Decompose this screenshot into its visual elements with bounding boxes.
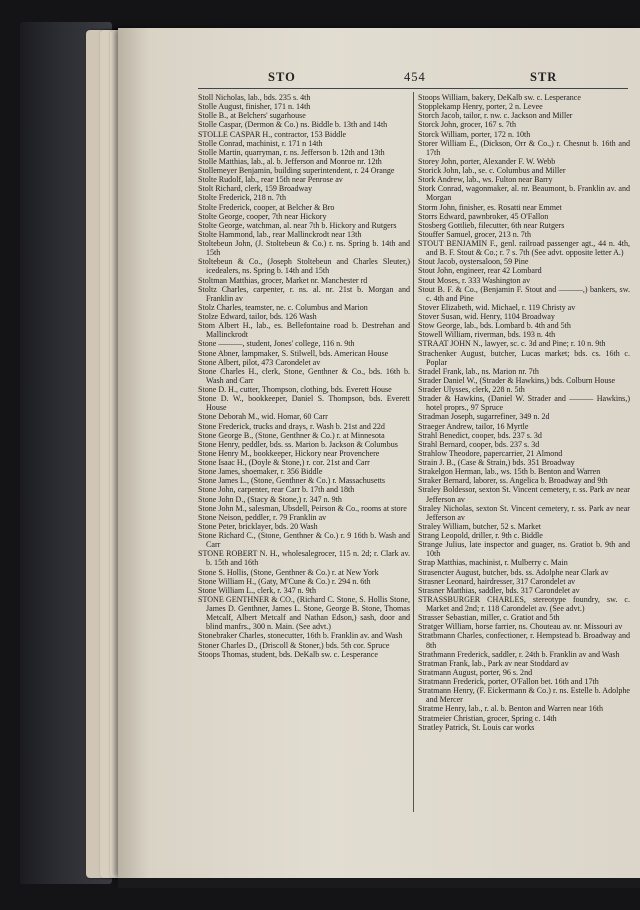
- directory-entry: Stoner Charles D., (Driscoll & Stoner,) bds. 5th cor. Spruce: [198, 640, 390, 650]
- directory-entry: STONE GENTHNER & CO., (Richard C. Stone, S. Hollis Stone, James D. Genthner, James L. Stone, George B. Stone, Thomas Metcalf, Albert Metcalf and Nathan Edson,) sash, door and blind manfrs., 300 n. Main. (See advt.): [198, 594, 410, 632]
- directory-entry: Stout Moses, r. 333 Washington av: [418, 275, 531, 285]
- directory-entry: Strap Matthias, machinist, r. Mulberry c. Main: [418, 558, 568, 568]
- directory-entry: Stone Richard C., (Stone, Genthner & Co.) r. 9 16th b. Wash and Carr: [198, 531, 410, 550]
- directory-entry: Stratmann Frederick, porter, O'Fallon bet. 16th and 17th: [418, 677, 599, 686]
- directory-entry: Storch Jacob, tailor, r. nw. c. Jackson and Miller: [418, 111, 573, 121]
- directory-entry: Stosberg Gottlieb, filecutter, 6th near Rutgers: [418, 220, 565, 230]
- left-keyword: STO: [268, 70, 296, 84]
- directory-entry: Stone James L., (Stone, Genthner & Co.) r. Massachusetts: [198, 476, 386, 486]
- directory-entry: Straker Bernard, laborer, ss. Angelica b. Broadway and 9th: [418, 476, 608, 486]
- right-column: [418, 93, 630, 732]
- directory-entry: Straley Boldessor, sexton St. Vincent cemetery, r. ss. Park av near Jefferson av: [418, 485, 630, 504]
- directory-entry: Storey John, porter, Alexander F. W. Webb: [418, 156, 556, 166]
- directory-entry: Strachenker August, butcher, Lucas market; bds. cs. 16th c. Poplar: [418, 348, 630, 367]
- directory-entry: Stratley Patrick, St. Louis car works: [418, 722, 535, 732]
- directory-entry: Stratmann August, porter, 96 s. 2nd: [418, 667, 533, 677]
- directory-entry: STRAAT JOHN N., lawyer, sc. c. 3d and Pine; r. 10 n. 9th: [418, 339, 606, 349]
- directory-entry: Stone S. Hollis, (Stone, Genthner & Co.) r. at New York: [198, 567, 379, 577]
- directory-entry: Strader Daniel W., (Strader & Hawkins,) bds. Colburn House: [418, 375, 616, 385]
- directory-entry: Stone Henry M., bookkeeper, Hickory near Provenchere: [198, 448, 380, 458]
- directory-entry: Storck William, porter, 172 n. 10th: [418, 129, 531, 139]
- directory-entry: Stout Jacob, oystersaloon, 59 Pine: [418, 257, 529, 267]
- directory-entry: Storck John, grocer, 167 s. 7th: [418, 120, 517, 130]
- directory-entry: Stone Charles H., clerk, Stone, Genthner & Co., bds. 16th b. Wash and Carr: [198, 366, 410, 385]
- directory-entry: Stout John, engineer, rear 42 Lombard: [418, 266, 542, 276]
- directory-entry: Stratbmann Charles, confectioner, r. Hempstead b. Broadway and 8th: [418, 631, 630, 650]
- directory-entry: Strasencter August, butcher, bds. ss. Adolphe near Clark av: [418, 567, 609, 577]
- directory-entry: Stow George, lab., bds. Lombard b. 4th and 5th: [418, 321, 571, 331]
- directory-entry: Stork Andrew, lab., ws. Fulton near Barry: [418, 175, 553, 185]
- directory-entry: Stone William H., (Gaty, M'Cune & Co.) r. 294 n. 6th: [198, 576, 371, 586]
- directory-entry: Straley Nicholas, sexton St. Vincent cemetery, r. ss. Park av near Jefferson av: [418, 503, 630, 522]
- directory-entry: Strasner Matthias, saddler, bds. 317 Carondelet av: [418, 585, 580, 595]
- directory-entry: Stollemeyer Benjamin, building superintendent, r. 24 Orange: [198, 166, 395, 175]
- directory-entry: Stone Peter, bricklayer, bds. 20 Wash: [198, 521, 318, 531]
- left-column: [198, 93, 410, 659]
- directory-entry: Strader Ulysses, clerk, 228 n. 5th: [418, 385, 525, 394]
- directory-entry: Stone Deborah M., wid. Homar, 60 Carr: [198, 412, 328, 422]
- directory-entry: Stolte Rudolf, lab., rear 15th near Penrose av: [198, 175, 343, 185]
- directory-entry: Stoltebeun John, (J. Stoltebeun & Co.) r. ns. Spring b. 14th and 15th: [198, 239, 410, 258]
- directory-entry: Stradman Joseph, sugarrefiner, 349 n. 2d: [418, 412, 550, 422]
- directory-entry: Stolz Charles, teamster, ne. c. Columbus and Marion: [198, 302, 368, 312]
- directory-entry: Stolle Matthias, lab., al. b. Jefferson and Monroe nr. 12th: [198, 156, 382, 166]
- directory-entry: Stolte Frederick, 218 n. 7th: [198, 193, 287, 203]
- directory-entry: Strakelgon Herman, lab., ws. 15th b. Benton and Warren: [418, 467, 601, 477]
- directory-entry: Stone ———, student, Jones' college, 116 n. 9th: [198, 339, 355, 349]
- directory-entry: Strahl Bernard, cooper, bds. 237 s. 3d: [418, 439, 540, 449]
- directory-entry: Strang Leopold, driller, r. 9th c. Biddle: [418, 531, 543, 540]
- directory-entry: Stone John, carpenter, rear Carr b. 17th and 18th: [198, 485, 355, 495]
- directory-entry: Stratme Henry, lab., r. al. b. Benton and Warren near 16th: [418, 704, 604, 714]
- directory-entry: Stone Abner, lampmaker, S. Stilwell, bds. American House: [198, 348, 389, 358]
- directory-entry: Stouffer Samuel, grocer, 213 n. 7th: [418, 229, 532, 239]
- directory-entry: Stom Albert H., lab., es. Bellefontaine road b. Destrehan and Mallinckrodt: [198, 321, 410, 340]
- directory-entry: Stoops William, bakery, DeKalb sw. c. Lesperance: [418, 93, 581, 102]
- directory-entry: Stolte George, watchman, al. near 7th b. Hickory and Rutgers: [198, 220, 397, 230]
- directory-entry: Stratger William, horse farrier, ns. Chouteau av. nr. Missouri av: [418, 622, 623, 632]
- directory-entry: Straley William, butcher, 52 s. Market: [418, 521, 542, 531]
- directory-entry: Storer William E., (Dickson, Orr & Co.,) r. Chesnut b. 16th and 17th: [418, 138, 630, 157]
- directory-entry: Stone Albert, pilot, 473 Carondelet av: [198, 357, 321, 367]
- directory-entry: Stolle Conrad, machinist, r. 171 n 14th: [198, 138, 323, 148]
- directory-entry: Stolt Richard, clerk, 159 Broadway: [198, 184, 312, 194]
- directory-entry: Stolte Frederick, cooper, at Belcher & Bro: [198, 202, 335, 212]
- directory-entry: Stoltman Matthias, grocer, Market nr. Manchester rd: [198, 275, 368, 285]
- directory-entry: Stone Isaac H., (Doyle & Stone,) r. cor. 21st and Carr: [198, 458, 370, 467]
- right-keyword: STR: [530, 70, 558, 84]
- directory-entry: Stone George B., (Stone, Genthner & Co.) r. at Minnesota: [198, 430, 385, 440]
- directory-entry: Stradel Frank, lab., ns. Marion nr. 7th: [418, 366, 539, 376]
- directory-entry: Stone D. W., bookkeeper, Daniel S. Thompson, bds. Everett House: [198, 394, 410, 413]
- directory-entry: Stolle Martin, quarryman, r. ns. Jefferson b. 12th and 13th: [198, 147, 385, 157]
- directory-entry: Stone James, shoemaker, r. 356 Biddle: [198, 467, 323, 477]
- directory-entry: Stolle August, finisher, 171 n. 14th: [198, 102, 311, 112]
- directory-entry: STOUT BENJAMIN F., genl. railroad passenger agt., 44 n. 4th, and B. F. Stout & Co.; r. 7 s. 7th (See advt. opposite letter A.): [418, 239, 630, 258]
- directory-entry: Stolle B., at Belchers' sugarhouse: [198, 111, 306, 121]
- directory-entry: Stone Frederick, trucks and drays, r. Wash b. 21st and 22d: [198, 421, 385, 431]
- directory-entry: Stoltebeun & Co., (Joseph Stoltebeun and Charles Sleuter,) icedealers, ns. Spring b. 14th and 15th: [198, 257, 410, 276]
- directory-entry: Strader & Hawkins, (Daniel W. Strader and ——— Hawkins,) hotel proprs., 97 Spruce: [418, 394, 630, 413]
- directory-entry: STOLLE CASPAR H., contractor, 153 Biddle: [198, 129, 347, 139]
- page-header: [0, 70, 640, 86]
- directory-entry: Stonebraker Charles, stonecutter, 16th b. Franklin av. and Wash: [198, 631, 403, 641]
- directory-entry: Stolle Caspar, (Dermon & Co.) ns. Biddle b. 13th and 14th: [198, 120, 388, 130]
- directory-entry: Stork Conrad, wagonmaker, al. nr. Beaumont, b. Franklin av. and Morgan: [418, 184, 630, 203]
- directory-entry: Strange Julius, late inspector and guager, ns. Gratiot b. 9th and 10th: [418, 540, 630, 559]
- directory-entry: Stratmeier Christian, grocer, Spring c. 14th: [418, 713, 557, 723]
- directory-entry: Strathmann Frederick, saddler, r. 24th b. Franklin av and Wash: [418, 649, 620, 659]
- page-bottom-shadow: [118, 878, 640, 888]
- directory-entry: Stone Neison, peddler, r. 79 Franklin av: [198, 512, 327, 522]
- directory-entry: Stone John M., salesman, Ubsdell, Peirson & Co., rooms at store: [198, 503, 407, 513]
- directory-entry: Stone D. H., cutter, Thompson, clothing, bds. Everett House: [198, 385, 392, 394]
- directory-entry: Stover Elizabeth, wid. Michael, r. 119 Christy av: [418, 302, 576, 312]
- directory-entry: Stoll Nicholas, lab., bds. 235 s. 4th: [198, 93, 311, 102]
- directory-entry: Strasner Leonard, hairdresser, 317 Carondelet av: [418, 576, 576, 586]
- directory-entry: Stoltz Charles, carpenter, r. ns. al. nr. 21st b. Morgan and Franklin av: [198, 284, 410, 303]
- directory-entry: Stone John D., (Stacy & Stone,) r. 347 n. 9th: [198, 494, 342, 504]
- directory-entry: Storm John, finisher, es. Rosatti near Emmet: [418, 202, 562, 212]
- directory-entry: Strahlow Theodore, papercarrier, 21 Almond: [418, 448, 563, 458]
- directory-entry: Stolte George, cooper, 7th near Hickory: [198, 211, 327, 221]
- directory-entry: Stolze Edward, tailor, bds. 126 Wash: [198, 312, 317, 321]
- directory-entry: STONE ROBERT N. H., wholesalegrocer, 115 n. 2d; r. Clark av. b. 15th and 16th: [198, 549, 410, 568]
- page-number: 454: [404, 70, 426, 84]
- directory-entry: Straeger Andrew, tailor, 16 Myrtle: [418, 421, 529, 431]
- directory-entry: STRASSBURGER CHARLES, stereotype foundry, sw. c. Market and 2nd; r. 118 Carondelet av. (See advt.): [418, 594, 630, 613]
- directory-entry: Stoops Thomas, student, bds. DeKalb sw. c. Lesperance: [198, 649, 378, 659]
- column-divider: [413, 92, 414, 812]
- directory-entry: Stone William L., clerk, r. 347 n. 9th: [198, 585, 316, 595]
- directory-entry: Strasser Sebastian, miller, c. Gratiot and 5th: [418, 613, 560, 623]
- directory-entry: Stover Susan, wid. Henry, 1104 Broadway: [418, 312, 555, 321]
- directory-entry: Stone Henry, peddler, bds. ss. Marion b. Jackson & Columbus: [198, 439, 398, 449]
- header-rule: [198, 88, 628, 89]
- directory-entry: Storick John, lab., se. c. Columbus and Miller: [418, 166, 566, 175]
- directory-entry: Storrs Edward, pawnbroker, 45 O'Fallon: [418, 211, 549, 221]
- directory-entry: Stowell William, riverman, bds. 193 n. 4th: [418, 330, 556, 340]
- directory-entry: Stolte Hammond, lab., rear Mallinckrodt near 13th: [198, 229, 362, 239]
- directory-entry: Stratman Frank, lab., Park av near Stoddard av: [418, 658, 569, 668]
- directory-entry: Stout B. F. & Co., (Benjamin F. Stout and ———,) bankers, sw. c. 4th and Pine: [418, 284, 630, 303]
- directory-entry: Strahl Benedict, cooper, bds. 237 s. 3d: [418, 430, 542, 440]
- directory-entry: Strain J. B., (Case & Strain,) bds. 351 Broadway: [418, 458, 575, 467]
- directory-entry: Stopplekamp Henry, porter, 2 n. Levee: [418, 102, 543, 112]
- directory-entry: Stratmann Henry, (F. Eickermann & Co.) r. ns. Estelle b. Adolphe and Mercer: [418, 686, 630, 705]
